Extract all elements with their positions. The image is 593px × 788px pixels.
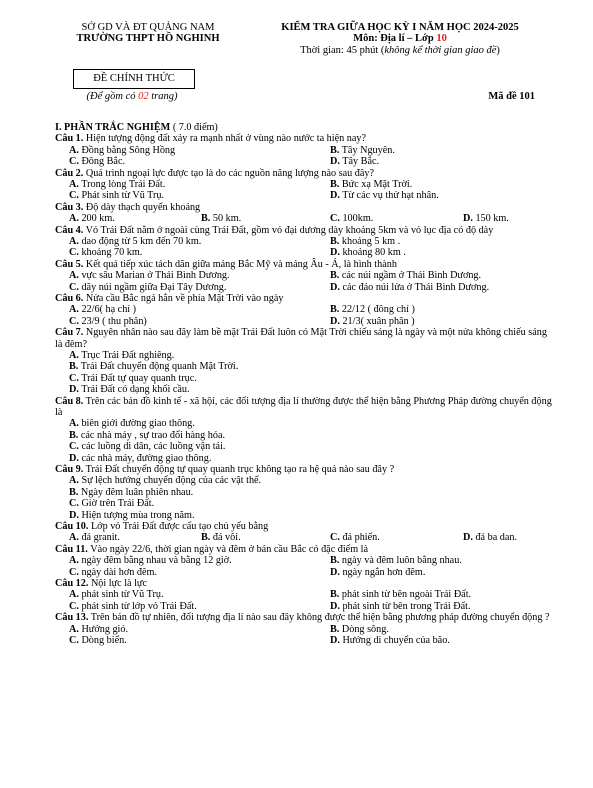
option-letter: B.: [330, 589, 340, 601]
option-text: Tây Nguyên.: [339, 144, 395, 156]
question-stem: [55, 521, 555, 532]
option-letter: D.: [69, 384, 79, 396]
option-d: [69, 453, 211, 464]
option-letter: B.: [330, 179, 340, 190]
question-text: Nguyên nhân nào sau đây làm bề mặt Trái Đất luôn có Mặt Trời chiếu sáng là ngày và một nửa không chiếu sáng là đêm?: [55, 327, 547, 350]
option-letter: D.: [330, 190, 340, 202]
option-b: [330, 145, 395, 156]
option-letter: A.: [69, 589, 79, 601]
question-number: Câu 8.: [55, 395, 84, 407]
question-stem: [55, 225, 555, 236]
option-letter: A.: [69, 144, 79, 156]
option-d: [330, 316, 415, 327]
question-13: [55, 612, 555, 646]
option-row: [55, 304, 555, 315]
option-text: ngày và đêm luôn bằng nhau.: [339, 555, 462, 567]
option-row: [55, 270, 555, 281]
question-text: Độ dày thạch quyển khoảng: [83, 201, 201, 213]
option-row: [55, 384, 555, 395]
question-number: Câu 9.: [55, 464, 84, 476]
option-text: Hiện tượng mùa trong năm.: [78, 509, 195, 521]
option-text: 200 km.: [78, 213, 115, 225]
option-letter: A.: [69, 213, 79, 225]
question-number: Câu 3.: [55, 201, 84, 213]
option-row: [55, 601, 555, 612]
option-letter: D.: [330, 247, 340, 259]
option-letter: C.: [69, 247, 79, 259]
option-a: [69, 179, 165, 190]
option-text: vực sâu Marian ở Thái Bình Dương.: [78, 270, 230, 282]
option-c: [69, 316, 147, 327]
question-number: Câu 1.: [55, 133, 84, 145]
option-d: [330, 601, 471, 612]
question-stem: [55, 133, 555, 144]
option-letter: A.: [69, 555, 79, 567]
option-text: 23/9 ( thu phân): [78, 315, 147, 327]
question-stem: [55, 612, 555, 623]
option-row: [55, 441, 555, 452]
option-letter: B.: [69, 486, 79, 498]
question-3: [55, 202, 555, 225]
option-letter: B.: [330, 555, 340, 567]
option-row: [55, 190, 555, 201]
option-b: [69, 487, 193, 498]
question-6: [55, 293, 555, 327]
option-a: [69, 589, 164, 600]
option-letter: D.: [330, 600, 340, 612]
option-row: [55, 236, 555, 247]
option-text: Giờ trên Trái Đất.: [78, 498, 155, 510]
question-number: Câu 2.: [55, 167, 84, 179]
question-stem: [55, 202, 555, 213]
option-d: [330, 247, 406, 258]
question-8: [55, 396, 555, 464]
option-c: [69, 190, 164, 201]
official-exam-box: ĐỀ CHÍNH THỨC: [73, 69, 195, 89]
option-text: đá phiến.: [339, 532, 380, 544]
subject-grade: 10: [436, 33, 447, 45]
option-letter: D.: [69, 452, 79, 464]
option-letter: C.: [69, 441, 79, 453]
option-text: Trong lòng Trái Đất.: [78, 179, 166, 190]
option-row: [55, 430, 555, 441]
option-text: Trái Đất có dạng khối cầu.: [78, 384, 190, 396]
option-letter: C.: [69, 315, 79, 327]
school-name: TRƯỜNG THPT HỒ NGHINH: [76, 33, 220, 45]
option-c: [69, 498, 154, 509]
option-letter: C.: [69, 372, 79, 384]
option-row: [55, 555, 555, 566]
option-text: Trái Đất chuyển động quanh Mặt Trời.: [78, 361, 239, 373]
option-a: [69, 213, 115, 224]
option-d: [330, 567, 425, 578]
option-row: [55, 247, 555, 258]
option-c: [69, 247, 142, 258]
option-letter: D.: [330, 156, 340, 168]
question-text: Vào ngày 22/6, thời gian ngày và đêm ở bán cầu Bắc có đặc điểm là: [87, 543, 369, 555]
option-a: [69, 555, 232, 566]
exam-content: [55, 122, 555, 646]
subject-line: [250, 33, 550, 44]
option-text: Bức xạ Mặt Trời.: [339, 179, 413, 190]
page-count-suffix: trang): [148, 91, 178, 102]
question-12: [55, 578, 555, 612]
question-5: [55, 259, 555, 293]
option-d: [330, 282, 489, 293]
option-text: 150 km.: [472, 213, 509, 225]
option-text: phát sinh từ bên ngoài Trái Đất.: [339, 589, 472, 601]
option-row: [55, 635, 555, 646]
option-d: [330, 635, 450, 646]
option-text: ngày đêm bằng nhau và bằng 12 giờ.: [78, 555, 232, 567]
option-letter: A.: [69, 475, 79, 487]
option-text: ngày dài hơn đêm.: [78, 566, 158, 578]
option-c: [69, 156, 125, 167]
option-b: [201, 213, 241, 224]
option-c: [69, 635, 127, 646]
option-a: [69, 236, 201, 247]
option-text: Từ các vụ thử hạt nhân.: [339, 190, 439, 202]
option-letter: C.: [330, 213, 340, 225]
option-d: [463, 213, 509, 224]
option-text: các đảo núi lửa ở Thái Bình Dương.: [339, 281, 490, 293]
option-row: [55, 213, 555, 224]
option-text: Dòng biển.: [78, 635, 127, 647]
question-stem: [55, 544, 555, 555]
option-letter: D.: [330, 566, 340, 578]
question-text: Trên bản đồ tự nhiên, đối tượng địa lí nào sau đây không được thể hiện bằng phương pháp đường chuyển động ?: [88, 612, 550, 624]
option-b: [69, 361, 238, 372]
option-row: [55, 418, 555, 429]
option-text: phát sinh từ Vũ Trụ.: [78, 589, 164, 601]
option-text: các luồng di dân, các luồng vận tải.: [78, 441, 226, 453]
option-c: [69, 282, 226, 293]
question-1: [55, 133, 555, 167]
question-stem: [55, 396, 555, 419]
option-text: 22/12 ( đông chí ): [339, 304, 415, 316]
option-text: 22/6( hạ chí ): [78, 304, 137, 316]
question-2: [55, 168, 555, 202]
option-letter: C.: [69, 281, 79, 293]
option-row: [55, 179, 555, 190]
question-text: Trái Đất chuyển động tự quay quanh trục không tạo ra hệ quả nào sau đây ?: [83, 464, 395, 476]
option-text: 21/3( xuân phân ): [339, 315, 415, 327]
section-points: ( 7.0 điểm): [170, 122, 218, 133]
option-text: Hướng di chuyển của bão.: [339, 635, 450, 647]
option-d: [69, 510, 195, 521]
option-text: khoảng 80 km .: [339, 247, 406, 259]
option-text: phát sinh từ lớp vỏ Trái Đất.: [78, 600, 197, 612]
option-text: đá ba dan.: [472, 532, 518, 544]
option-c: [69, 601, 197, 612]
option-letter: A.: [69, 235, 79, 247]
question-text: Kết quả tiếp xúc tách dãn giữa mảng Bắc Mỹ và mảng Âu - Á, là hình thành: [83, 258, 397, 270]
option-row: [55, 156, 555, 167]
option-row: [55, 453, 555, 464]
option-text: ngày ngắn hơn đêm.: [339, 566, 426, 578]
question-text: Hiện tượng động đất xảy ra mạnh nhất ở vùng nào nước ta hiện nay?: [83, 133, 366, 145]
option-row: [55, 361, 555, 372]
option-text: Hướng gió.: [78, 623, 129, 635]
question-stem: [55, 578, 555, 589]
option-text: Đông Bắc.: [78, 156, 126, 168]
question-number: Câu 4.: [55, 224, 84, 236]
option-d: [330, 156, 379, 167]
option-row: [55, 145, 555, 156]
option-letter: B.: [330, 623, 340, 635]
option-letter: C.: [69, 156, 79, 168]
exam-code: Mã đề 101: [488, 91, 535, 102]
option-letter: B.: [69, 429, 79, 441]
option-letter: A.: [69, 532, 79, 544]
question-text: Nửa cầu Bắc ngả hẳn về phía Mặt Trời vào ngày: [83, 292, 284, 304]
option-letter: B.: [330, 270, 340, 282]
question-stem: [55, 293, 555, 304]
option-letter: B.: [69, 361, 79, 373]
option-b: [330, 589, 471, 600]
question-text: Nội lực là lực: [88, 578, 147, 590]
option-letter: A.: [69, 179, 79, 190]
option-a: [69, 624, 128, 635]
question-stem: [55, 168, 555, 179]
option-b: [330, 555, 462, 566]
option-row: [55, 624, 555, 635]
option-a: [69, 350, 174, 361]
page-count-prefix: (Để gồm có: [86, 91, 139, 102]
option-c: [69, 441, 225, 452]
option-letter: A.: [69, 270, 79, 282]
option-letter: D.: [463, 532, 473, 544]
option-letter: C.: [69, 190, 79, 202]
option-b: [201, 532, 241, 543]
option-letter: D.: [463, 213, 473, 225]
question-text: Quá trình ngoại lực được tạo là do các nguồn năng lượng nào sau đây?: [83, 167, 375, 179]
section-title-text: I. PHẦN TRẮC NGHIỆM: [55, 122, 171, 133]
option-a: [69, 270, 230, 281]
option-a: [69, 418, 195, 429]
option-d: [69, 384, 190, 395]
option-text: khoảng 5 km .: [339, 235, 401, 247]
option-b: [330, 236, 400, 247]
page-count-number: 02: [138, 91, 149, 102]
option-b: [330, 624, 389, 635]
option-text: các nhà máy, đường giao thông.: [78, 452, 212, 464]
option-letter: B.: [201, 213, 211, 225]
option-d: [463, 532, 517, 543]
option-text: dãy núi ngầm giữa Đại Tây Dương.: [78, 281, 227, 293]
header-right: [250, 22, 550, 56]
option-text: phát sinh từ bên trong Trái Đất.: [339, 600, 471, 612]
option-row: [55, 475, 555, 486]
option-letter: D.: [330, 281, 340, 293]
time-prefix: Thời gian: 45 phút (: [300, 44, 385, 56]
option-letter: C.: [69, 600, 79, 612]
option-row: [55, 350, 555, 361]
option-text: các nhà máy , sự trao đổi hàng hóa.: [78, 429, 226, 441]
option-letter: D.: [69, 509, 79, 521]
option-c: [330, 213, 373, 224]
option-letter: A.: [69, 418, 79, 430]
question-number: Câu 12.: [55, 578, 89, 590]
option-letter: C.: [69, 566, 79, 578]
option-text: 100km.: [339, 213, 374, 225]
option-letter: B.: [201, 532, 211, 544]
option-text: Phát sinh từ Vũ Trụ.: [78, 190, 165, 202]
option-text: 50 km.: [210, 213, 242, 225]
option-a: [69, 475, 261, 486]
option-letter: D.: [330, 315, 340, 327]
question-number: Câu 13.: [55, 612, 89, 624]
option-d: [330, 190, 439, 201]
option-a: [69, 532, 120, 543]
option-a: [69, 304, 136, 315]
option-a: [69, 145, 175, 156]
option-text: Trái Đất tự quay quanh trục.: [78, 372, 197, 384]
question-stem: [55, 259, 555, 270]
option-row: [55, 532, 555, 543]
option-letter: A.: [69, 304, 79, 316]
option-text: Dòng sông.: [339, 623, 389, 635]
question-text: Lớp vỏ Trái Đất được cấu tạo chủ yếu bằng: [88, 521, 269, 533]
option-letter: C.: [330, 532, 340, 544]
question-10: [55, 521, 555, 544]
question-9: [55, 464, 555, 521]
option-letter: B.: [330, 144, 340, 156]
question-text: Trên các bản đồ kinh tế - xã hội, các đối tượng địa lí thường được thể hiện bằng Phương Pháp đường chuyển động là: [55, 395, 552, 418]
option-letter: D.: [330, 635, 340, 647]
option-row: [55, 567, 555, 578]
option-text: khoảng 70 km.: [78, 247, 143, 259]
question-number: Câu 11.: [55, 543, 88, 555]
option-text: Ngày đêm luân phiên nhau.: [78, 486, 194, 498]
question-4: [55, 225, 555, 259]
section-title: [55, 122, 555, 133]
option-c: [69, 373, 197, 384]
option-c: [69, 567, 157, 578]
question-11: [55, 544, 555, 578]
option-letter: B.: [330, 304, 340, 316]
question-stem: [55, 464, 555, 475]
option-letter: B.: [330, 235, 340, 247]
option-row: [55, 373, 555, 384]
option-text: đá vôi.: [210, 532, 241, 544]
option-text: đá granit.: [78, 532, 120, 544]
option-b: [330, 304, 415, 315]
subject-prefix: Môn: Địa lí – Lớp: [353, 33, 437, 45]
option-c: [330, 532, 380, 543]
option-letter: C.: [69, 498, 79, 510]
option-row: [55, 282, 555, 293]
option-text: Tây Bắc.: [339, 156, 380, 168]
option-letter: A.: [69, 349, 79, 361]
option-b: [330, 179, 412, 190]
question-list: [55, 133, 555, 646]
option-text: các núi ngầm ở Thái Bình Dương.: [339, 270, 482, 282]
option-b: [69, 430, 225, 441]
option-b: [330, 270, 481, 281]
question-stem: [55, 327, 555, 350]
option-text: Trục Trái Đất nghiêng.: [78, 349, 175, 361]
option-row: [55, 316, 555, 327]
time-line: [250, 45, 550, 56]
department-name: SỞ GD VÀ ĐT QUẢNG NAM: [81, 22, 215, 33]
time-note: không kể thời gian giao đề: [384, 44, 497, 56]
option-text: Sự lệch hướng chuyển động của các vật thể.: [78, 475, 262, 487]
page-count-note: [62, 91, 202, 102]
option-letter: A.: [69, 623, 79, 635]
question-text: Vỏ Trái Đất nằm ở ngoài cùng Trái Đất, gồm vỏ đại dương dày khoảng 5km và vỏ lục địa có độ dày: [83, 224, 494, 236]
option-text: biên giới đường giao thông.: [78, 418, 195, 430]
option-letter: C.: [69, 635, 79, 647]
question-number: Câu 6.: [55, 292, 84, 304]
option-row: [55, 487, 555, 498]
question-number: Câu 5.: [55, 258, 84, 270]
question-number: Câu 7.: [55, 327, 84, 339]
question-7: [55, 327, 555, 395]
option-row: [55, 510, 555, 521]
header-left: [38, 22, 258, 45]
option-row: [55, 498, 555, 509]
option-text: Đồng bằng Sông Hồng: [78, 144, 176, 156]
option-text: dao động từ 5 km đến 70 km.: [78, 235, 202, 247]
question-number: Câu 10.: [55, 521, 89, 533]
option-row: [55, 589, 555, 600]
time-suffix: ): [496, 44, 500, 56]
exam-title: KIỂM TRA GIỮA HỌC KỲ I NĂM HỌC 2024-2025: [281, 22, 519, 33]
